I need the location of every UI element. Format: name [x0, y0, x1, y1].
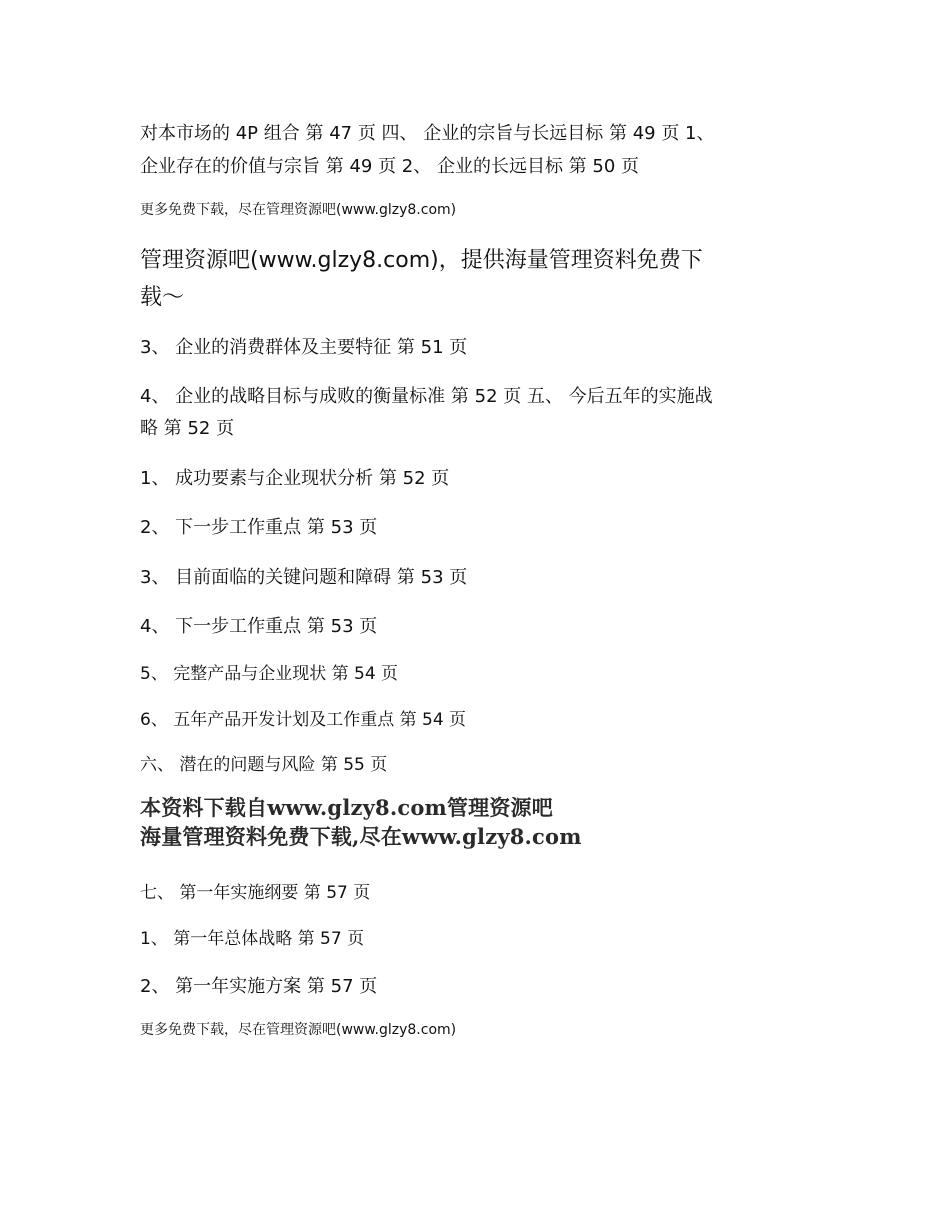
- toc-item-5-3: 3、 目前面临的关键问题和障碍 第 53 页: [140, 567, 468, 588]
- toc-line-1: 对本市场的 4P 组合 第 47 页 四、 企业的宗旨与长远目标 第 49 页 1、: [140, 123, 715, 144]
- toc-item-5-2: 2、 下一步工作重点 第 53 页: [140, 517, 378, 538]
- watermark-stamp: [140, 793, 610, 853]
- toc-item-3: 3、 企业的消费群体及主要特征 第 51 页: [140, 337, 468, 358]
- download-footer-bottom: 更多免费下载，尽在管理资源吧(www.glzy8.com): [140, 1022, 457, 1038]
- promo-line-1: 管理资源吧(www.glzy8.com)，提供海量管理资料免费下: [140, 248, 703, 273]
- toc-item-5-5: 5、 完整产品与企业现状 第 54 页: [140, 664, 399, 684]
- toc-item-4b: 略 第 52 页: [140, 418, 235, 439]
- toc-item-5-6: 6、 五年产品开发计划及工作重点 第 54 页: [140, 710, 467, 730]
- toc-item-4a: 4、 企业的战略目标与成败的衡量标准 第 52 页 五、 今后五年的实施战: [140, 386, 713, 407]
- toc-item-5-4: 4、 下一步工作重点 第 53 页: [140, 616, 378, 637]
- stamp-line-2: 海量管理资料免费下载,尽在www.glzy8.com: [140, 824, 582, 849]
- toc-item-7-1: 1、 第一年总体战略 第 57 页: [140, 929, 365, 949]
- toc-item-5-1: 1、 成功要素与企业现状分析 第 52 页: [140, 468, 450, 489]
- stamp-line-1: 本资料下载自www.glzy8.com管理资源吧: [140, 795, 553, 820]
- toc-item-6: 六、 潜在的问题与风险 第 55 页: [140, 755, 388, 775]
- toc-line-2: 企业存在的价值与宗旨 第 49 页 2、 企业的长远目标 第 50 页: [140, 156, 640, 177]
- toc-item-7-2: 2、 第一年实施方案 第 57 页: [140, 976, 378, 997]
- promo-line-2: 载～: [140, 285, 185, 310]
- download-footer-top: 更多免费下载，尽在管理资源吧(www.glzy8.com): [140, 202, 457, 218]
- toc-item-7: 七、 第一年实施纲要 第 57 页: [140, 883, 371, 903]
